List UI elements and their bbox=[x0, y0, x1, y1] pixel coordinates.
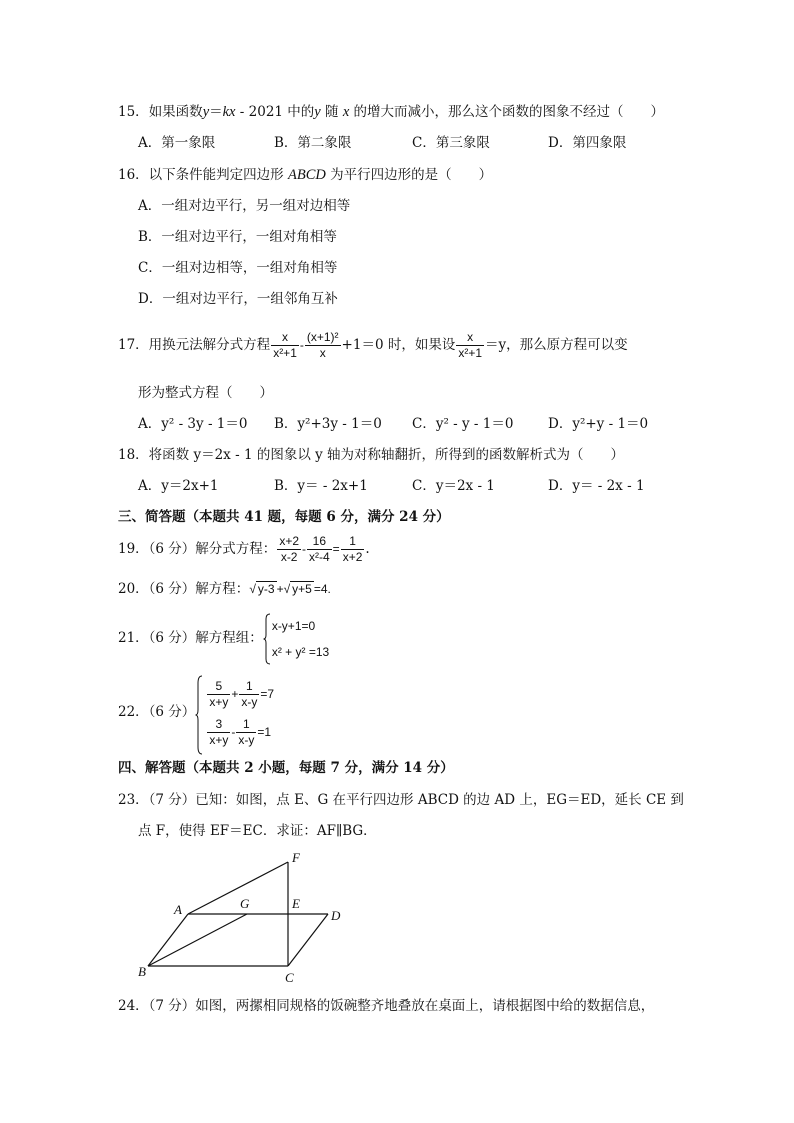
q22-stem: 22．（6 分） $\frac{5}{x+y}$ + $\frac{1}{x-y}$ =7 $\frac{3}{x+y}$ - $\frac{1}{x-y}$ =1 bbox=[118, 672, 274, 752]
q17-option-d[interactable]: D．y²+y - 1＝0 bbox=[548, 416, 649, 432]
q15-stem: 15．如果函数y＝kx - 2021 中的y 随 x 的增大而减小，那么这个函数的图象不经过（ ） bbox=[118, 104, 665, 120]
brace-icon bbox=[195, 675, 203, 755]
q24-line1: 24．（7 分）如图，两摞相同规格的饭碗整齐地叠放在桌面上，请根据图中给的数据信息， bbox=[118, 998, 655, 1014]
point-label-C: C bbox=[285, 970, 294, 985]
q16-stem: 16．以下条件能判定四边形 ABCD 为平行四边形的是（ ） bbox=[118, 167, 493, 183]
q17-option-a[interactable]: A．y² - 3y - 1＝0 bbox=[138, 416, 248, 432]
q16-option-b[interactable]: B．一组对边平行，一组对角相等 bbox=[138, 229, 337, 245]
segment-DC bbox=[288, 914, 328, 966]
q20-stem: 20．（6 分）解方程：√ y-3 +√ y+5 =4. bbox=[118, 581, 331, 597]
q17-stem-line2: 形为整式方程（ ） bbox=[138, 385, 273, 401]
q17-fraction-3: $\frac{x}{\text{x²+1}}$ bbox=[458, 330, 483, 360]
q20-radicand-2: y+5 bbox=[292, 582, 312, 596]
q15-option-a[interactable]: A．第一象限 bbox=[138, 135, 216, 151]
q17-fraction-2: $\frac{\text{(x+1)²}}{x}$ bbox=[306, 330, 339, 360]
section-4-heading: 四、解答题（本题共 2 小题，每题 7 分，满分 14 分） bbox=[118, 760, 454, 776]
point-label-A: A bbox=[174, 902, 182, 917]
q23-line1: 23．（7 分）已知：如图，点 E、G 在平行四边形 ABCD 的边 AD 上，EG＝ED，延长 CE 到 bbox=[118, 792, 684, 808]
point-label-B: B bbox=[138, 964, 146, 979]
point-label-F: F bbox=[292, 850, 300, 865]
q23-figure bbox=[130, 848, 370, 988]
q17-fraction-1: $\frac{x}{\text{x²+1}}$ bbox=[273, 330, 297, 360]
q19-fraction-a: $\frac{x+2}{x-2}$ bbox=[279, 534, 299, 564]
q19-fraction-b: $\frac{16}{\text{x²-4}}$ bbox=[309, 534, 330, 564]
q15-option-b[interactable]: B．第二象限 bbox=[274, 135, 352, 151]
q18-option-c[interactable]: C．y＝2x - 1 bbox=[412, 478, 495, 494]
brace-icon bbox=[263, 613, 271, 665]
point-label-G: G bbox=[240, 896, 250, 911]
q18-option-d[interactable]: D．y＝ - 2x - 1 bbox=[548, 478, 645, 494]
q22-system: $\frac{5}{x+y}$ + $\frac{1}{x-y}$ =7 $\frac{3}{x+y}$ - $\frac{1}{x-y}$ =1 bbox=[195, 675, 274, 751]
point-label-E: E bbox=[292, 896, 300, 911]
q23-line2: 点 F，使得 EF＝EC．求证：AF∥BG． bbox=[138, 823, 377, 839]
section-3-heading: 三、简答题（本题共 41 题，每题 6 分，满分 24 分） bbox=[118, 509, 450, 525]
q18-stem: 18．将函数 y＝2x - 1 的图象以 y 轴为对称轴翻折，所得到的函数解析式为（ ） bbox=[118, 447, 625, 463]
q21-stem: 21．（6 分）解方程组： x-y+1=0 x² + y² =13 bbox=[118, 612, 329, 665]
q16-option-c[interactable]: C．一组对边相等，一组对角相等 bbox=[138, 260, 338, 276]
q16-option-a[interactable]: A．一组对边平行，另一组对边相等 bbox=[138, 198, 351, 214]
q17-stem: 17．用换元法解分式方程 $\frac{x}{\text{x²+1}}$ - $\frac{\text{(x+1)²}}{x}$ +1＝0 时，如果设 $\frac{x}{\text{x²+1}}$ ＝y，那么原方程可以变 bbox=[118, 330, 628, 360]
q18-option-b[interactable]: B．y＝ - 2x+1 bbox=[274, 478, 368, 494]
q19-stem: 19．（6 分）解分式方程： $\frac{x+2}{x-2}$ - $\frac{16}{\text{x²-4}}$ = $\frac{1}{x+2}$ . bbox=[118, 534, 370, 564]
q20-radicand-1: y-3 bbox=[257, 582, 275, 596]
q21-system: x-y+1=0 x² + y² =13 bbox=[263, 613, 329, 665]
q16-option-d[interactable]: D．一组对边平行，一组邻角互补 bbox=[138, 291, 338, 307]
point-label-D: D bbox=[331, 908, 341, 923]
segment-AB bbox=[148, 914, 188, 966]
q19-fraction-c: $\frac{1}{x+2}$ bbox=[342, 534, 363, 564]
q18-option-a[interactable]: A．y＝2x+1 bbox=[138, 478, 219, 494]
segment-AF bbox=[188, 862, 288, 914]
segment-BG bbox=[148, 914, 247, 966]
q15-option-c[interactable]: C．第三象限 bbox=[412, 135, 490, 151]
q17-option-b[interactable]: B．y²+3y - 1＝0 bbox=[274, 416, 382, 432]
q17-option-c[interactable]: C．y² - y - 1＝0 bbox=[412, 416, 514, 432]
q15-option-d[interactable]: D．第四象限 bbox=[548, 135, 627, 151]
